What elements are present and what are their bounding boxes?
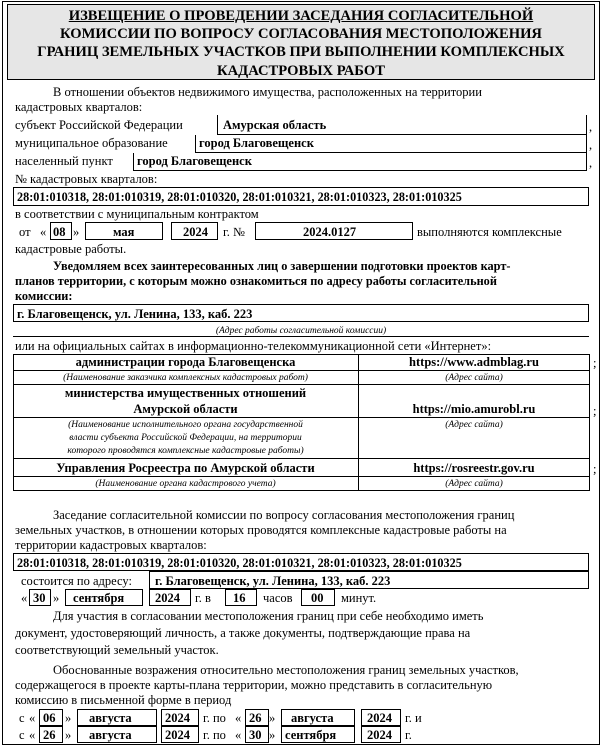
p2-q1: «	[29, 728, 36, 742]
contract-text: в соответствии с муниципальным контрактом	[15, 207, 259, 221]
notice-document	[2, 1, 600, 745]
p2-to-month-box	[281, 726, 355, 743]
period-1-to-day: 26	[249, 711, 262, 725]
commission-address-field	[13, 304, 589, 322]
contract-number-box	[255, 222, 413, 240]
site-2-url-caption: (Адрес сайта)	[445, 420, 503, 430]
meeting-line-2: земельных участков, в отношении которых проводятся комплексные кадастровые работы на	[15, 523, 507, 537]
locality-value: город Благовещенск	[137, 154, 252, 168]
contract-month: мая	[113, 225, 135, 239]
contract-g-no: г. №	[223, 225, 245, 239]
locality-label: населенный пункт	[15, 154, 113, 168]
site-2-url[interactable]: https://mio.amurobl.ru	[412, 402, 536, 416]
objections-line-3: комиссию в письменной форме в период	[15, 693, 232, 707]
period-2-from-day: 26	[43, 728, 56, 742]
period-1-to-year: 2024	[367, 711, 392, 725]
semicolon-2: ;	[593, 404, 597, 418]
p2-from-year-box	[161, 726, 199, 743]
contract-quote-close: »	[73, 225, 80, 239]
p1-q3: «	[235, 711, 242, 725]
contract-year-box	[171, 222, 218, 240]
notice-line-3: комиссии:	[15, 289, 73, 303]
period-2-to-month: сентября	[285, 728, 337, 742]
meeting-hour: 16	[233, 591, 246, 605]
semicolon-3: ;	[593, 462, 597, 476]
meeting-quote-close: »	[53, 591, 60, 605]
quarters-field	[13, 187, 589, 206]
period-2-to-year: 2024	[367, 728, 392, 742]
period-1-g-i: г. и	[405, 711, 422, 725]
contract-from: от	[19, 225, 31, 239]
caption-divider	[13, 336, 589, 337]
period-2-po: г. по	[203, 728, 226, 742]
intro-line-1: В отношении объектов недвижимого имущества, расположенных на территории	[53, 85, 482, 99]
meeting-quarters: 28:01:010318, 28:01:010319, 28:01:010320, 28:01:010321, 28:01:010323, 28:01:010325	[17, 556, 462, 570]
objections-line-1: Обоснованные возражения относительно местоположения границ земельных участков,	[53, 663, 519, 677]
title-line-3: ГРАНИЦ ЗЕМЕЛЬНЫХ УЧАСТКОВ ПРИ ВЫПОЛНЕНИИ КОМПЛЕКСНЫХ	[37, 44, 565, 61]
notice-line-1: Уведомляем всех заинтересованных лиц о завершении подготовки проектов карт-	[53, 259, 511, 273]
site-1-org-caption: (Наименование заказчика комплексных кадастровых работ)	[63, 373, 308, 383]
p2-from-day-box	[39, 726, 63, 743]
commission-address: г. Благовещенск, ул. Ленина, 133, каб. 223	[17, 307, 253, 321]
site-3-org-caption: (Наименование органа кадастрового учета)	[95, 479, 276, 489]
meeting-month-box	[65, 589, 143, 606]
title-line-4: КАДАСТРОВЫХ РАБОТ	[217, 62, 385, 79]
subject-field	[217, 115, 587, 135]
site-3-url[interactable]: https://rosreestr.gov.ru	[413, 461, 535, 475]
sites-right-line	[589, 354, 590, 491]
period-2-from-year: 2024	[165, 728, 190, 742]
site-1-bottom	[13, 384, 589, 385]
period-1-from-year: 2024	[165, 711, 190, 725]
meeting-minute-box	[301, 589, 335, 606]
p2-from-month-box	[77, 726, 157, 743]
site-2-org-line-1: министерства имущественных отношений	[64, 386, 307, 400]
participation-line-2: документ, удостоверяющий личность, а также документы, подтверждающие права на	[15, 626, 471, 640]
meeting-day-box	[29, 589, 51, 606]
document-title	[7, 4, 595, 80]
site-1-org: администрации города Благовещенска	[75, 355, 296, 369]
title-line-2: КОМИССИИ ПО ВОПРОСУ СОГЛАСОВАНИЯ МЕСТОПОЛОЖЕНИЯ	[60, 26, 542, 43]
period-1-po: г. по	[203, 711, 226, 725]
site-3-url-caption: (Адрес сайта)	[445, 479, 503, 489]
semicolon-1: ;	[593, 356, 597, 370]
subject-label: субъект Российской Федерации	[15, 118, 183, 132]
meeting-line-3: территории кадастровых кварталов:	[15, 538, 207, 552]
municipality-field	[195, 135, 587, 153]
contract-works: кадастровые работы.	[15, 242, 127, 256]
period-2-from-month: августа	[89, 728, 132, 742]
meeting-address-label: состоится по адресу:	[21, 574, 132, 588]
p1-to-day-box	[245, 709, 269, 726]
contract-day: 08	[53, 225, 66, 239]
site-2-bottom	[13, 458, 589, 459]
p1-from-month-box	[77, 709, 157, 726]
sites-text: или на официальных сайтах в информационно-телекоммуникационной сети «Интернет»:	[15, 339, 492, 353]
participation-line-1: Для участия в согласовании местоположения границ при себе необходимо иметь	[53, 609, 484, 623]
period-2-to-day: 30	[249, 728, 262, 742]
meeting-hours-word: часов	[263, 591, 293, 605]
meeting-line-1: Заседание согласительной комиссии по вопросу согласования местоположения границ	[53, 508, 515, 522]
objections-line-2: содержащегося в проекте карты-плана территории, можно представить в согласительную	[15, 678, 493, 692]
meeting-day: 30	[33, 591, 46, 605]
contract-day-box	[50, 222, 72, 240]
contract-month-box	[85, 222, 163, 240]
p2-q3: «	[235, 728, 242, 742]
commission-address-caption: (Адрес работы согласительной комиссии)	[215, 326, 387, 336]
p1-from-day-box	[39, 709, 63, 726]
meeting-minutes-word: минут.	[341, 591, 377, 605]
municipality-value: город Благовещенск	[199, 136, 314, 150]
site-2-caption-1: (Наименование исполнительного органа государственной	[68, 420, 303, 430]
notice-line-2: планов территории, с которым можно ознакомиться по адресу работы согласительной	[15, 274, 497, 288]
p2-q4: »	[269, 728, 276, 742]
site-2-org-line-2: Амурской области	[133, 402, 238, 416]
contract-quote-open: «	[40, 225, 47, 239]
meeting-hour-box	[225, 589, 257, 606]
municipality-label: муниципальное образование	[15, 136, 168, 150]
p1-q2: »	[65, 711, 72, 725]
meeting-year-box	[149, 589, 191, 606]
p2-q2: »	[65, 728, 72, 742]
site-1-url-caption: (Адрес сайта)	[445, 373, 503, 383]
title-line-1: ИЗВЕЩЕНИЕ О ПРОВЕДЕНИИ ЗАСЕДАНИЯ СОГЛАСИТЕЛЬНОЙ	[68, 8, 534, 24]
contract-performed: выполняются комплексные	[417, 225, 562, 239]
period-2-s: с	[19, 728, 25, 742]
p1-to-month-box	[281, 709, 355, 726]
period-1-s: с	[19, 711, 25, 725]
meeting-minute: 00	[311, 591, 324, 605]
meeting-address-field	[149, 571, 589, 589]
meeting-address: г. Благовещенск, ул. Ленина, 133, каб. 223	[155, 574, 391, 588]
contract-number: 2024.0127	[303, 225, 357, 239]
p1-q4: »	[269, 711, 276, 725]
meeting-g-v: г. в	[195, 591, 211, 605]
p2-to-year-box	[361, 726, 401, 743]
participation-line-3: соответствующий земельный участок.	[15, 643, 219, 657]
p1-q1: «	[29, 711, 36, 725]
intro-line-2: кадастровых кварталов:	[15, 100, 143, 114]
quarters-label: № кадастровых кварталов:	[15, 172, 158, 186]
meeting-quarters-field	[13, 553, 589, 571]
comma-1: ,	[589, 120, 593, 134]
p1-from-year-box	[161, 709, 199, 726]
p1-to-year-box	[361, 709, 401, 726]
period-2-g-end: г.	[405, 728, 412, 742]
meeting-quote-open: «	[21, 591, 28, 605]
site-1-url[interactable]: https://www.admblag.ru	[409, 355, 539, 369]
quarters-value: 28:01:010318, 28:01:010319, 28:01:010320, 28:01:010321, 28:01:010323, 28:01:010325	[17, 190, 462, 204]
site-2-caption-3: которого проводятся комплексные кадастровые работы)	[67, 446, 304, 456]
locality-field	[133, 153, 587, 171]
period-1-to-month: августа	[291, 711, 334, 725]
comma-2: ,	[589, 138, 593, 152]
subject-value: Амурская область	[223, 118, 327, 132]
site-3-org: Управления Росреестра по Амурской области	[56, 461, 315, 475]
period-1-from-day: 06	[43, 711, 56, 725]
meeting-year: 2024	[155, 591, 180, 605]
site-2-caption-2: власти субъекта Российской Федерации, на территории	[69, 433, 302, 443]
contract-year: 2024	[183, 225, 208, 239]
p2-to-day-box	[245, 726, 269, 743]
meeting-month: сентября	[73, 591, 125, 605]
sites-bottom-line	[13, 490, 589, 491]
comma-3: ,	[589, 156, 593, 170]
period-1-from-month: августа	[89, 711, 132, 725]
